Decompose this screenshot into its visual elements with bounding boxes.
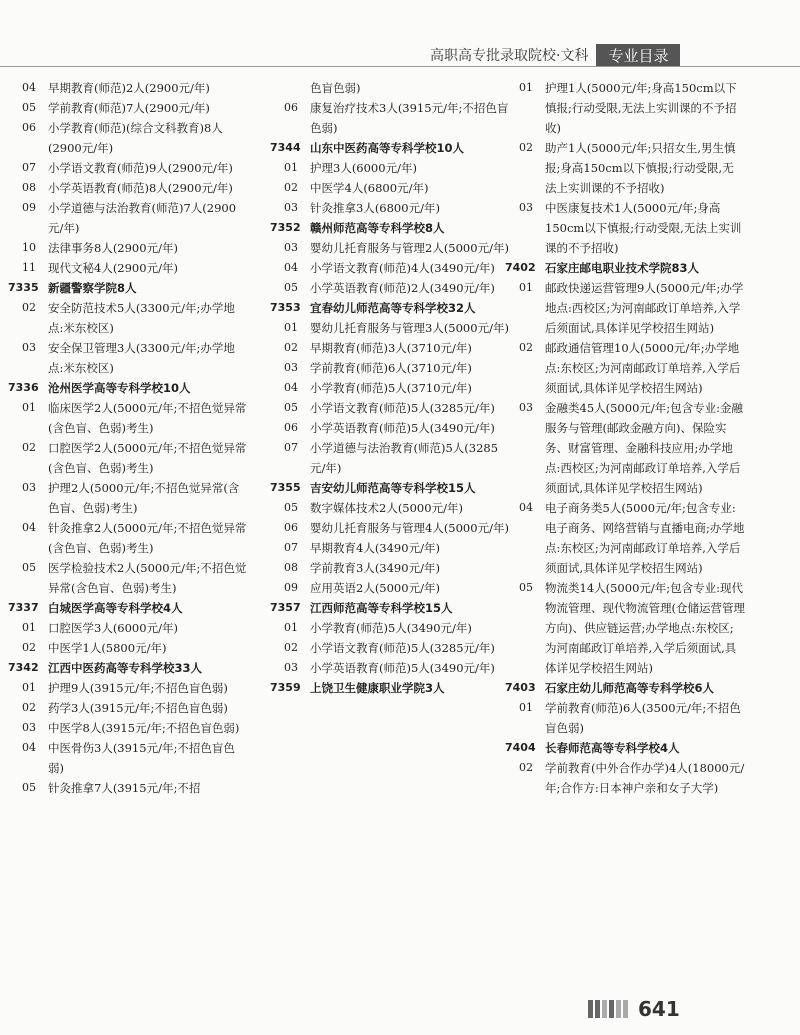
- column-middle: [270, 78, 510, 698]
- major-entry: [270, 378, 510, 398]
- major-code: [270, 78, 310, 98]
- header-subtitle: 高职高专批录取院校·文科: [430, 48, 589, 64]
- major-text: 学前教育(师范)7人(2900元/年): [48, 101, 210, 115]
- major-text: 小学英语教育(师范)8人(2900元/年): [48, 181, 233, 195]
- school-name: 石家庄邮电职业技术学院83人: [545, 261, 700, 275]
- major-code: 02: [284, 341, 298, 354]
- major-entry: [505, 398, 745, 498]
- major-text: 早期教育(师范)3人(3710元/年): [310, 341, 472, 355]
- header-tab: 专业目录: [596, 44, 680, 66]
- major-entry: [8, 778, 248, 798]
- major-text: 医学检验技术2人(5000元/年;不招色觉异常(含色盲、色弱)考生): [48, 561, 247, 595]
- major-entry: [8, 638, 248, 658]
- major-entry: [270, 618, 510, 638]
- major-entry: [8, 398, 248, 438]
- major-code: 04: [284, 381, 298, 394]
- school-code: 7403: [505, 681, 536, 694]
- major-code: 02: [284, 181, 298, 194]
- school-code: 7336: [8, 381, 39, 394]
- major-entry: [270, 78, 510, 98]
- major-entry: [8, 558, 248, 598]
- major-code: 01: [22, 621, 36, 634]
- major-text: 针灸推拿7人(3915元/年;不招: [48, 781, 201, 795]
- major-text: 婴幼儿托育服务与管理2人(5000元/年): [310, 241, 509, 255]
- major-code: 03: [22, 721, 36, 734]
- school-code: 7335: [8, 281, 39, 294]
- major-code: 01: [284, 161, 298, 174]
- major-entry: [8, 78, 248, 98]
- major-text: 小学语文教育(师范)5人(3285元/年): [310, 641, 495, 655]
- major-text: 助产1人(5000元/年;只招女生,男生慎报;身高150cm以下慎报;行动受限,无法上实训课的不予招收): [545, 141, 736, 195]
- major-text: 针灸推拿2人(5000元/年;不招色觉异常(含色盲、色弱)考生): [48, 521, 247, 555]
- major-code: 08: [284, 561, 298, 574]
- major-code: 09: [284, 581, 298, 594]
- school-heading: [270, 598, 510, 618]
- major-text: 小学英语教育(师范)5人(3490元/年): [310, 421, 495, 435]
- school-name: 江西中医药高等专科学校33人: [48, 661, 203, 675]
- major-text: 中医学8人(3915元/年;不招色盲色弱): [48, 721, 240, 735]
- major-entry: [270, 278, 510, 298]
- major-code: 05: [519, 581, 533, 594]
- major-text: 针灸推拿3人(6800元/年): [310, 201, 440, 215]
- major-text: 临床医学2人(5000元/年;不招色觉异常(含色盲、色弱)考生): [48, 401, 247, 435]
- major-entry: [8, 678, 248, 698]
- major-entry: [505, 138, 745, 198]
- major-entry: [270, 578, 510, 598]
- major-entry: [270, 158, 510, 178]
- major-entry: [270, 558, 510, 578]
- major-text: 中医学4人(6800元/年): [310, 181, 429, 195]
- header-divider: [0, 66, 800, 67]
- major-code: 03: [284, 661, 298, 674]
- major-entry: [505, 758, 745, 798]
- major-code: 10: [22, 241, 36, 254]
- major-code: 01: [519, 281, 533, 294]
- major-entry: [505, 278, 745, 338]
- major-text: 学前教育(师范)6人(3710元/年): [310, 361, 472, 375]
- school-heading: [270, 478, 510, 498]
- school-code: 7355: [270, 481, 301, 494]
- major-text: 中医康复技术1人(5000元/年;身高150cm以下慎报;行动受限,无法上实训课的不予招收): [545, 201, 742, 255]
- major-text: 金融类45人(5000元/年;包含专业:金融服务与管理(邮政金融方向)、保险实务、财富管理、金融科技应用;办学地点:西校区;为河南邮政订单培养,入学后须面试,具体详见学校招生网站): [545, 401, 744, 495]
- school-name: 江西师范高等专科学校15人: [310, 601, 453, 615]
- major-entry: [270, 658, 510, 678]
- school-heading: [270, 218, 510, 238]
- major-text: 护理3人(6000元/年): [310, 161, 417, 175]
- major-text: 安全保卫管理3人(3300元/年;办学地点:米东校区): [48, 341, 235, 375]
- major-code: 03: [284, 361, 298, 374]
- major-text: 小学教育(师范)5人(3490元/年): [310, 621, 472, 635]
- school-code: 7344: [270, 141, 301, 154]
- major-text: 药学3人(3915元/年;不招色盲色弱): [48, 701, 228, 715]
- school-code: 7352: [270, 221, 301, 234]
- major-code: 03: [519, 201, 533, 214]
- major-entry: [270, 198, 510, 218]
- school-code: 7337: [8, 601, 39, 614]
- major-code: 05: [284, 501, 298, 514]
- major-code: 05: [22, 101, 36, 114]
- major-text: 康复治疗技术3人(3915元/年;不招色盲色弱): [310, 101, 509, 135]
- major-code: 04: [22, 741, 36, 754]
- major-code: 02: [22, 441, 36, 454]
- major-code: 03: [284, 201, 298, 214]
- major-entry: [270, 358, 510, 378]
- major-text: 护理2人(5000元/年;不招色觉异常(含色盲、色弱)考生): [48, 481, 240, 515]
- major-entry: [8, 198, 248, 238]
- major-text: 法律事务8人(2900元/年): [48, 241, 178, 255]
- major-entry: [270, 398, 510, 418]
- major-code: 05: [284, 401, 298, 414]
- school-heading: [270, 138, 510, 158]
- major-code: 02: [284, 641, 298, 654]
- major-text: 学前教育(中外合作办学)4人(18000元/年;合作方:日本神户亲和女子大学): [545, 761, 745, 795]
- major-entry: [505, 578, 745, 678]
- major-code: 07: [284, 541, 298, 554]
- major-entry: [8, 338, 248, 378]
- major-code: 04: [284, 261, 298, 274]
- major-text: 小学道德与法治教育(师范)7人(2900元/年): [48, 201, 237, 235]
- major-code: 06: [284, 101, 298, 114]
- major-code: 04: [22, 81, 36, 94]
- school-heading: [270, 298, 510, 318]
- school-name: 上饶卫生健康职业学院3人: [310, 681, 445, 695]
- major-entry: [8, 738, 248, 778]
- major-code: 08: [22, 181, 36, 194]
- major-text: 学前教育3人(3490元/年): [310, 561, 440, 575]
- major-entry: [8, 98, 248, 118]
- school-code: 7402: [505, 261, 536, 274]
- school-heading: [505, 678, 745, 698]
- major-text: 小学英语教育(师范)5人(3490元/年): [310, 661, 495, 675]
- major-text: 色盲色弱): [310, 81, 361, 95]
- major-entry: [8, 718, 248, 738]
- major-entry: [8, 178, 248, 198]
- major-code: 05: [22, 781, 36, 794]
- page-number: 641: [638, 997, 680, 1021]
- major-entry: [8, 698, 248, 718]
- school-heading: [270, 678, 510, 698]
- major-entry: [270, 538, 510, 558]
- major-code: 03: [22, 481, 36, 494]
- major-code: 02: [22, 301, 36, 314]
- major-text: 应用英语2人(5000元/年): [310, 581, 440, 595]
- major-entry: [270, 438, 510, 478]
- major-code: 04: [519, 501, 533, 514]
- major-code: 06: [284, 521, 298, 534]
- school-name: 宜春幼儿师范高等专科学校32人: [310, 301, 476, 315]
- major-text: 口腔医学2人(5000元/年;不招色觉异常(含色盲、色弱)考生): [48, 441, 247, 475]
- school-name: 白城医学高等专科学校4人: [48, 601, 183, 615]
- column-left: [8, 78, 248, 798]
- major-code: 11: [22, 261, 36, 274]
- page-header: [430, 44, 680, 66]
- school-code: 7353: [270, 301, 301, 314]
- school-heading: [8, 378, 248, 398]
- major-text: 小学语文教育(师范)9人(2900元/年): [48, 161, 233, 175]
- major-text: 安全防范技术5人(3300元/年;办学地点:米东校区): [48, 301, 235, 335]
- school-heading: [505, 738, 745, 758]
- major-entry: [270, 98, 510, 138]
- major-code: 03: [22, 341, 36, 354]
- major-text: 小学道德与法治教育(师范)5人(3285元/年): [310, 441, 499, 475]
- major-entry: [505, 698, 745, 738]
- major-entry: [505, 198, 745, 258]
- column-right: [505, 78, 745, 798]
- major-entry: [270, 258, 510, 278]
- major-entry: [8, 158, 248, 178]
- major-code: 01: [22, 401, 36, 414]
- major-code: 02: [22, 701, 36, 714]
- major-text: 数字媒体技术2人(5000元/年): [310, 501, 463, 515]
- major-entry: [8, 238, 248, 258]
- major-text: 邮政快递运营管理9人(5000元/年;办学地点:西校区;为河南邮政订单培养,入学后须面试,具体详见学校招生网站): [545, 281, 744, 335]
- major-entry: [505, 498, 745, 578]
- major-code: 01: [519, 81, 533, 94]
- major-text: 小学语文教育(师范)5人(3285元/年): [310, 401, 495, 415]
- major-entry: [8, 478, 248, 518]
- major-text: 学前教育(师范)6人(3500元/年;不招色盲色弱): [545, 701, 741, 735]
- major-entry: [270, 238, 510, 258]
- major-text: 中医学1人(5800元/年): [48, 641, 167, 655]
- major-text: 口腔医学3人(6000元/年): [48, 621, 178, 635]
- major-entry: [505, 338, 745, 398]
- major-code: 09: [22, 201, 36, 214]
- major-entry: [270, 318, 510, 338]
- major-entry: [8, 258, 248, 278]
- major-text: 婴幼儿托育服务与管理3人(5000元/年): [310, 321, 509, 335]
- major-code: 01: [22, 681, 36, 694]
- major-text: 现代文秘4人(2900元/年): [48, 261, 178, 275]
- major-code: 03: [519, 401, 533, 414]
- school-heading: [505, 258, 745, 278]
- major-code: 07: [22, 161, 36, 174]
- major-entry: [270, 518, 510, 538]
- school-code: 7404: [505, 741, 536, 754]
- major-text: 物流类14人(5000元/年;包含专业:现代物流管理、现代物流管理(仓储运营管理方向)、供应链运营;办学地点:东校区;为河南邮政订单培养,入学后须面试,具体详见学校招生网站): [545, 581, 745, 675]
- major-entry: [270, 638, 510, 658]
- major-text: 小学教育(师范)(综合文科教育)8人(2900元/年): [48, 121, 223, 155]
- school-name: 沧州医学高等专科学校10人: [48, 381, 191, 395]
- school-name: 山东中医药高等专科学校10人: [310, 141, 465, 155]
- major-text: 早期教育(师范)2人(2900元/年): [48, 81, 210, 95]
- major-text: 早期教育4人(3490元/年): [310, 541, 440, 555]
- major-text: 护理1人(5000元/年;身高150cm以下慎报;行动受限,无法上实训课的不予招收): [545, 81, 737, 135]
- major-text: 中医骨伤3人(3915元/年;不招色盲色弱): [48, 741, 235, 775]
- school-heading: [8, 658, 248, 678]
- major-code: 06: [284, 421, 298, 434]
- major-code: 03: [284, 241, 298, 254]
- major-code: 05: [22, 561, 36, 574]
- school-code: 7342: [8, 661, 39, 674]
- major-code: 02: [22, 641, 36, 654]
- school-name: 石家庄幼儿师范高等专科学校6人: [545, 681, 714, 695]
- school-code: 7359: [270, 681, 301, 694]
- major-entry: [8, 618, 248, 638]
- major-entry: [270, 498, 510, 518]
- major-entry: [270, 178, 510, 198]
- major-entry: [8, 118, 248, 158]
- page-footer: [588, 997, 680, 1021]
- major-code: 02: [519, 141, 533, 154]
- school-name: 吉安幼儿师范高等专科学校15人: [310, 481, 476, 495]
- major-code: 04: [22, 521, 36, 534]
- major-code: 01: [519, 701, 533, 714]
- school-name: 赣州师范高等专科学校8人: [310, 221, 445, 235]
- major-code: 05: [284, 281, 298, 294]
- major-entry: [8, 298, 248, 338]
- major-code: 02: [519, 341, 533, 354]
- major-code: 07: [284, 441, 298, 454]
- footer-bars-decoration: [588, 1000, 628, 1018]
- major-entry: [505, 78, 745, 138]
- major-entry: [270, 418, 510, 438]
- major-code: 06: [22, 121, 36, 134]
- major-entry: [8, 518, 248, 558]
- school-name: 新疆警察学院8人: [48, 281, 137, 295]
- major-code: 01: [284, 321, 298, 334]
- school-name: 长春师范高等专科学校4人: [545, 741, 680, 755]
- major-text: 小学语文教育(师范)4人(3490元/年): [310, 261, 495, 275]
- major-text: 护理9人(3915元/年;不招色盲色弱): [48, 681, 228, 695]
- major-entry: [270, 338, 510, 358]
- major-text: 小学教育(师范)5人(3710元/年): [310, 381, 472, 395]
- school-heading: [8, 598, 248, 618]
- major-text: 电子商务类5人(5000元/年;包含专业:电子商务、网络营销与直播电商;办学地点:东校区;为河南邮政订单培养,入学后须面试,具体详见学校招生网站): [545, 501, 745, 575]
- school-code: 7357: [270, 601, 301, 614]
- major-code: 01: [284, 621, 298, 634]
- major-text: 小学英语教育(师范)2人(3490元/年): [310, 281, 495, 295]
- major-text: 邮政通信管理10人(5000元/年;办学地点:东校区;为河南邮政订单培养,入学后须面试,具体详见学校招生网站): [545, 341, 741, 395]
- school-heading: [8, 278, 248, 298]
- major-entry: [8, 438, 248, 478]
- major-code: 02: [519, 761, 533, 774]
- major-text: 婴幼儿托育服务与管理4人(5000元/年): [310, 521, 509, 535]
